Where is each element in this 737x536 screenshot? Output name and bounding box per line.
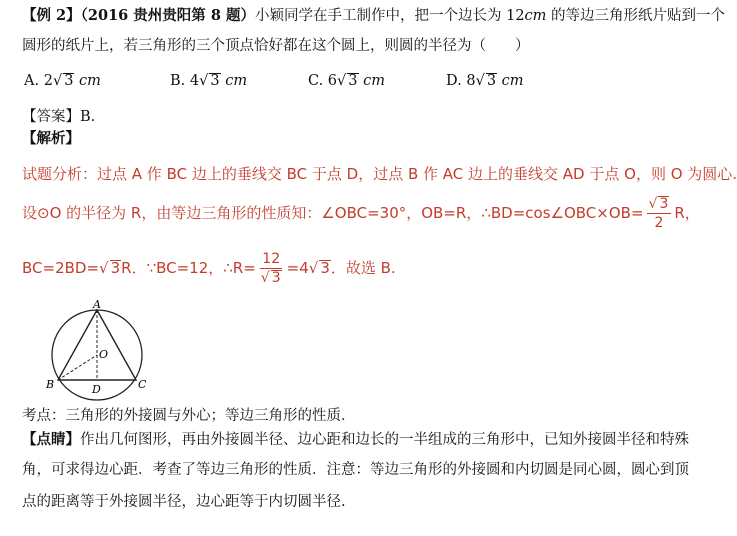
option-d: D. 8√ 3 cm [446, 73, 524, 89]
circumscribed-triangle-figure [34, 300, 154, 400]
label-c: C [138, 378, 147, 391]
problem-line-2: 圆形的纸片上，若三角形的三个顶点恰好都在这个圆上，则圆的半径为（ ） [22, 38, 530, 54]
answer-line [22, 107, 95, 127]
option-c: C. 6√ 3 cm [308, 73, 385, 89]
label-d: D [92, 383, 101, 396]
label-o: O [99, 348, 109, 361]
answer-value: B. [80, 109, 96, 125]
unit-cm: cm [524, 8, 547, 24]
dianjing-line-2: 角，可求得边心距．考查了等边三角形的性质．注意：等边三角形的外接圆和内切圆是同心圆，圆心到顶 [22, 462, 689, 478]
analysis-line-3: BC=2BD=√ 3R．∵BC=12，∴R= $\frac{12}{√ 3}$ =4√ 3．故选 B. [22, 251, 396, 286]
problem-text-1-end: 的等边三角形纸片贴到一个 [546, 8, 726, 24]
kaodian-line: 考点：三角形的外接圆与外心；等边三角形的性质． [22, 408, 356, 424]
label-a: A [93, 298, 101, 311]
analysis-label: 【解析】 [22, 130, 80, 147]
dianjing-label: 【点睛】 [22, 431, 80, 448]
example-tag: 【例 2】 [22, 7, 81, 24]
problem-text-1: 小颖同学在手工制作中，把一个边长为 12 [254, 8, 525, 24]
analysis-line-1: 试题分析：过点 A 作 BC 边上的垂线交 BC 于点 D，过点 B 作 AC 边上的垂线交 AD 于点 O，则 O 为圆心. [22, 165, 737, 183]
dianjing-line-1: 【点睛】作出几何图形，再由外接圆半径、边心距和边长的一半组成的三角形中，已知外接圆半径和特殊 [22, 431, 689, 448]
analysis-line-2: 设⊙O 的半径为 R，由等边三角形的性质知：∠OBC=30°，OB=R，∴BD=cos∠OBC×OB= $\frac{√ 3}{2}$ R， [22, 196, 700, 231]
problem-source: （2016 贵州贵阳第 8 题） [80, 7, 255, 24]
label-b: B [46, 378, 55, 391]
problem-line-1 [22, 6, 725, 26]
fraction-12-over-sqrt3: $\frac{12}{√ 3}$ [260, 251, 281, 286]
answer-label: 【答案】 [22, 109, 80, 125]
dianjing-line-3: 点的距离等于外接圆半径，边心距等于内切圆半径. [22, 494, 346, 510]
segment-bo [58, 355, 97, 380]
fraction-sqrt3-over-2: $\frac{√ 3}{2}$ [647, 195, 672, 232]
option-b: B. 4√ 3 cm [170, 73, 248, 89]
option-a: A. 2√ 3 cm [24, 73, 101, 89]
